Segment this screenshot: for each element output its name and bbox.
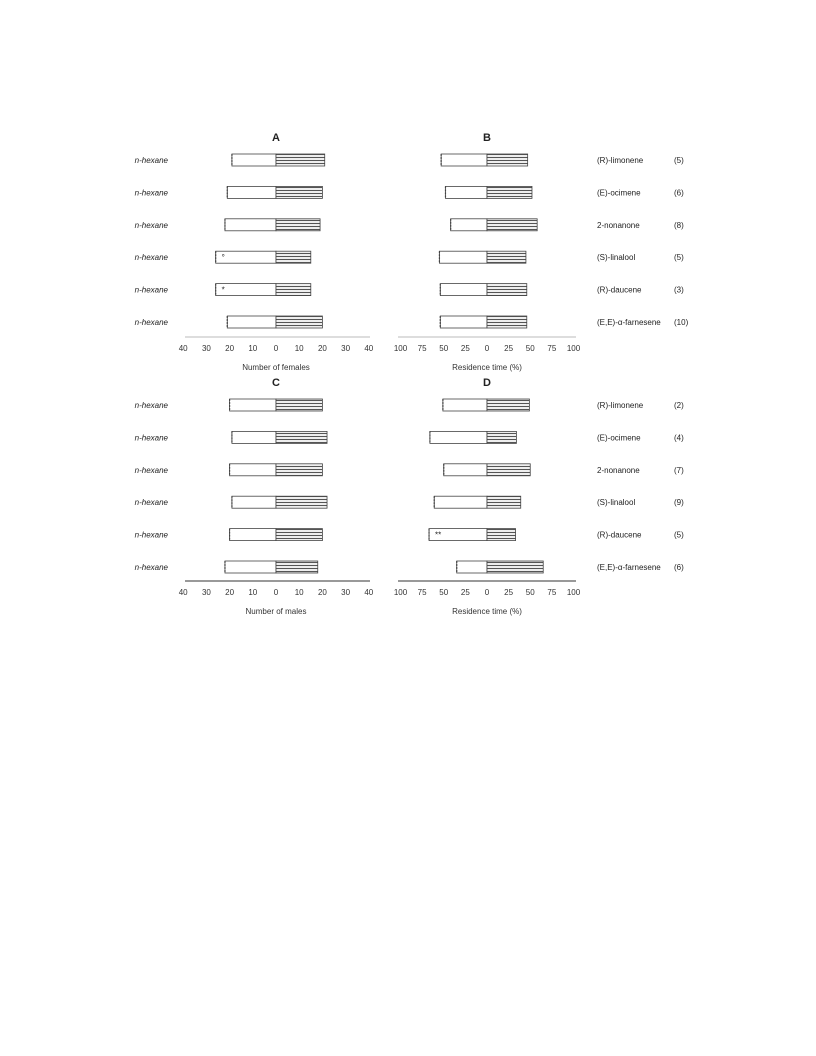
panel-a-control-bar <box>225 219 276 231</box>
panel-c-tick-label: 30 <box>341 588 351 597</box>
panel-a-compound-bar <box>276 284 311 296</box>
panel-b-tick-label: 0 <box>484 344 490 353</box>
panel-d-control-bar <box>444 464 487 476</box>
panel-b-control-bar <box>440 284 487 296</box>
panel-d-control-bar <box>430 431 487 443</box>
control-row-label: n-hexane <box>134 530 168 540</box>
panel-d-title: D <box>483 377 491 389</box>
panel-c-control-bar <box>230 464 276 476</box>
panel-c-tick-label: 0 <box>273 588 279 597</box>
panel-c-tick-label: 40 <box>364 588 374 597</box>
panel-d-tick-label: 0 <box>484 588 490 597</box>
panel-d-tick-label: 25 <box>460 588 470 597</box>
panel-a-tick-label: 20 <box>317 344 327 353</box>
panel-d-significance-marker: ** <box>435 530 442 540</box>
panel-d-tick-label: 100 <box>393 588 408 597</box>
panel-b-compound-bar <box>487 219 537 231</box>
panel-a-tick-label: 10 <box>248 344 258 353</box>
compound-label: (E,E)-α-farnesene <box>597 563 661 572</box>
compound-label: (S)-linalool <box>597 253 636 263</box>
panel-c-tick-label: 20 <box>225 588 235 597</box>
panel-c-tick-label: 10 <box>248 588 258 597</box>
panel-b-tick-label: 75 <box>547 344 557 353</box>
sample-size-label: (5) <box>674 530 684 540</box>
panel-b-tick-label: 25 <box>460 344 470 353</box>
control-row-label: n-hexane <box>134 433 168 443</box>
panel-d-tick-label: 25 <box>504 588 514 597</box>
panel-c-control-bar <box>232 431 276 443</box>
panel-a-significance-marker: * <box>221 285 225 295</box>
panel-c-compound-bar <box>276 496 327 508</box>
sample-size-label: (3) <box>674 285 684 295</box>
panel-b-compound-bar <box>487 284 527 296</box>
compound-label: (R)-daucene <box>597 285 642 295</box>
sample-size-label: (6) <box>674 563 684 572</box>
panel-c-control-bar <box>225 561 276 573</box>
panel-b-x-label: Residence time (%) <box>452 363 522 372</box>
panel-d-compound-bar <box>487 431 516 443</box>
panel-b-control-bar <box>451 219 487 231</box>
panel-a-compound-bar <box>276 186 322 198</box>
compound-label: (E,E)-α-farnesene <box>597 318 661 327</box>
sample-size-label: (6) <box>674 188 684 198</box>
sample-size-label: (4) <box>674 433 684 443</box>
compound-label: 2-nonanone <box>597 465 640 475</box>
panel-d-tick-label: 50 <box>439 588 449 597</box>
panel-c-compound-bar <box>276 561 318 573</box>
sample-size-label: (7) <box>674 465 684 475</box>
control-row-label: n-hexane <box>134 465 168 475</box>
panel-a-x-label: Number of females <box>242 363 310 372</box>
panel-b-compound-bar <box>487 154 528 166</box>
panel-b-tick-label: 25 <box>504 344 514 353</box>
panel-b-control-bar <box>439 251 487 263</box>
panel-a-control-bar <box>227 316 276 328</box>
panel-d-control-bar <box>457 561 487 573</box>
panel-c-compound-bar <box>276 529 322 541</box>
control-row-label: n-hexane <box>134 156 168 165</box>
panel-a-tick-label: 10 <box>294 344 304 353</box>
control-row-label: n-hexane <box>134 220 168 230</box>
panel-a-tick-label: 30 <box>341 344 351 353</box>
panel-a-tick-label: 40 <box>364 344 374 353</box>
panel-b-title: B <box>483 132 491 144</box>
panel-c-tick-label: 30 <box>201 588 211 597</box>
panel-b-tick-label: 75 <box>417 344 427 353</box>
panel-d-compound-bar <box>487 496 521 508</box>
sample-size-label: (9) <box>674 498 684 508</box>
panel-a-tick-label: 20 <box>225 344 235 353</box>
control-row-label: n-hexane <box>134 188 168 198</box>
panel-c-title: C <box>272 377 280 389</box>
sample-size-label: (5) <box>674 156 684 165</box>
compound-label: (R)-daucene <box>597 530 642 540</box>
panel-c-control-bar <box>232 496 276 508</box>
panel-d-tick-label: 100 <box>566 588 581 597</box>
compound-label: (E)-ocimene <box>597 188 641 198</box>
panel-c-compound-bar <box>276 464 322 476</box>
compound-label: (R)-limonene <box>597 156 644 165</box>
sample-size-label: (8) <box>674 220 684 230</box>
panel-a-tick-label: 30 <box>201 344 211 353</box>
panel-a-compound-bar <box>276 154 325 166</box>
panel-b-compound-bar <box>487 316 527 328</box>
panel-d-compound-bar <box>487 464 530 476</box>
panel-a-compound-bar <box>276 251 311 263</box>
sample-size-label: (5) <box>674 253 684 263</box>
sample-size-label: (10) <box>674 318 689 327</box>
control-row-label: n-hexane <box>134 498 168 508</box>
panel-b-control-bar <box>445 186 487 198</box>
panel-b-tick-label: 100 <box>393 344 408 353</box>
panel-a-compound-bar <box>276 316 322 328</box>
panel-b-compound-bar <box>487 251 526 263</box>
panel-d-control-bar <box>434 496 487 508</box>
compound-label: (E)-ocimene <box>597 433 641 443</box>
panel-d-tick-label: 75 <box>417 588 427 597</box>
panel-a-significance-marker: ° <box>221 253 225 263</box>
panel-c-tick-label: 10 <box>294 588 304 597</box>
panel-b-tick-label: 50 <box>525 344 535 353</box>
panel-b-compound-bar <box>487 186 532 198</box>
panel-a-control-bar <box>227 186 276 198</box>
control-row-label: n-hexane <box>134 401 168 410</box>
panel-c-control-bar <box>230 529 276 541</box>
panel-d-compound-bar <box>487 399 529 411</box>
panel-c-control-bar <box>230 399 276 411</box>
panel-b-tick-label: 100 <box>566 344 581 353</box>
control-row-label: n-hexane <box>134 318 168 327</box>
control-row-label: n-hexane <box>134 563 168 572</box>
panel-b-control-bar <box>441 154 487 166</box>
panel-c-tick-label: 40 <box>178 588 188 597</box>
panel-a-tick-label: 0 <box>273 344 279 353</box>
panel-a-title: A <box>272 132 280 144</box>
panel-d-compound-bar <box>487 561 543 573</box>
panel-d-tick-label: 50 <box>525 588 535 597</box>
panel-d-control-bar <box>443 399 487 411</box>
panel-d-tick-label: 75 <box>547 588 557 597</box>
panel-a-compound-bar <box>276 219 320 231</box>
panel-a-tick-label: 40 <box>178 344 188 353</box>
panel-c-tick-label: 20 <box>317 588 327 597</box>
sample-size-label: (2) <box>674 401 684 410</box>
panel-c-compound-bar <box>276 431 327 443</box>
control-row-label: n-hexane <box>134 285 168 295</box>
panel-d-x-label: Residence time (%) <box>452 607 522 616</box>
compound-label: (S)-linalool <box>597 498 636 508</box>
panel-b-tick-label: 50 <box>439 344 449 353</box>
panel-b-control-bar <box>440 316 487 328</box>
panel-c-compound-bar <box>276 399 322 411</box>
compound-label: (R)-limonene <box>597 401 644 410</box>
panel-d-compound-bar <box>487 529 516 541</box>
panel-c-x-label: Number of males <box>245 607 307 616</box>
compound-label: 2-nonanone <box>597 220 640 230</box>
panel-a-control-bar <box>232 154 276 166</box>
control-row-label: n-hexane <box>134 253 168 263</box>
